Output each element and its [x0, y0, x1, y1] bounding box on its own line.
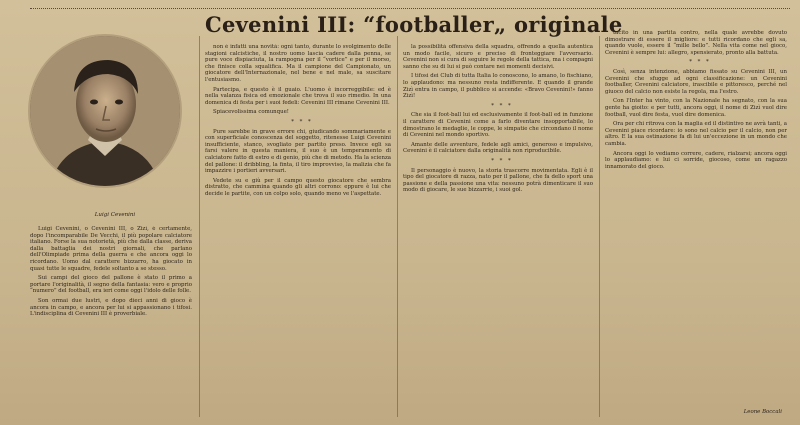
paragraph: Son ormai due lustri, e dopo dieci anni di gioco è ancora in campo, e ancora per lui si appassionano i tifosi. L'indisciplina di Cevenini III è proverbiale.	[30, 297, 192, 318]
section-separator: * * *	[491, 102, 513, 109]
paragraph: Pure sarebbe in grave errore chi, giudicando sommariamente e con superficiale conoscenza del soggetto, ritenesse Luigi Cevenini insufficiente, stanco, svogliato per partito preso. Invece egli sa farsi valere in questa maniera, il suo è un temperamento di calciatore fatto di estro e di genio, più che di metodo. Ha la scienza del pallone: il dribbling, la finta, il tiro improvviso, la malizia che fa impazzire i portieri avversari.	[205, 128, 391, 175]
paragraph: Amante delle avventure, fedele agli amici, generoso e impulsivo, Cevenini è il calciatore dalla originalità non riproducibile.	[403, 141, 593, 155]
paragraph: Che sia il foot-ball lui ed esclusivamente il foot-ball ed in funzione il carattere di Cevenini come a farlo diventare insopportabile, lo dimostrano le medaglie, le coppe, le simpatie che circondano il nome di Cevenini nel mondo sportivo.	[403, 112, 593, 139]
paragraph: la possibilità offensiva della squadra, offrendo a quella autentica un modo facile, sicuro e preciso di fronteggiare l'avversario. Cevenini non si cura di seguire le regole della tattica, ma i compagni sanno che su di lui si può contare nei momenti decisivi.	[403, 44, 593, 70]
paragraph: Ora per chi ritrova con la maglia ed il distintivo ne avrà tanti, a Cevenini piace ricordare: io sono nel calcio per il calcio, non per altro. E la sua ostinazione fa di lui un'eccezione in un mondo che cambia.	[605, 121, 787, 147]
column-divider	[397, 36, 398, 417]
portrait-illustration	[30, 36, 180, 186]
paragraph: Il personaggio è nuovo, la storia trascorre movimentata. Egli è il tipo del giocatore di razza, nato per il pallone, che fa dello sport una passione e della passione una vita: nessuno potrà dimenticare il suo modo di giocare, le sue bizzarrie, i suoi gol.	[403, 167, 593, 194]
paragraph: Luigi Cevenini, o Cevenini III, o Zizì, è certamente, dopo l'incomparabile De Vecchi, il più popolare calciatore italiano. Forse la sua notorietà, più che dalla classe, deriva dalla battaglia dei nostri giornali, che parlano dell'Olimpiade prima della guerra e che ancora oggi lo ricordano. Uomo dal carattere bizzarro, ha giocato in quasi tutte le squadre, fedele soltanto a se stesso.	[30, 226, 192, 272]
paragraph: Con l'Inter ha vinto, con la Nazionale ha segnato, con la sua gente ha gioito: e per tutti, ancora oggi, il nome di Zizì vuol dire football, vuol dire festa, vuol dire domenica.	[605, 98, 787, 118]
article-column-4	[605, 30, 787, 402]
top-rule	[30, 8, 790, 9]
paragraph: non è infatti una novità: ogni tanto, durante lo svolgimento delle stagioni calcistiche, il nostro uomo lascia cadere dalla penna, se pure voce dispiaciuta, la rampogna per il “vortice” e per il morso, che finisce colla squalifica. Ma il campione del Campionato, un giocatore dell'Internazionale, nel bene e nel male, sa suscitare l'entusiasmo.	[205, 44, 391, 83]
column-divider	[599, 36, 600, 417]
paragraph: tacito in una partita contro, nella quale avrebbe dovuto dimostrare di essere il migliore: e tutti ricordano che egli sa, quando vuole, essere il “mille bello”. Nella vita come nel gioco, Cevenini è sempre lui: allegro, spensierato, pronto alla battuta.	[605, 30, 787, 56]
paragraph: Sui campi del gioco del pallone è stato il primo a portare l'originalità, il segno della fantasia: vero e proprio “numero” del football, era ieri come oggi l'idolo delle folle.	[30, 275, 192, 295]
photo-caption: Luigi Cevenini	[94, 212, 136, 218]
section-separator: * * *	[689, 59, 711, 66]
author-signature: Leone Boccali	[743, 409, 782, 415]
paragraph: Partecipa, e questo è il guaio. L'uomo è incorreggibile: ed è nella valanza fisica ed emozionale che trova il suo rimedio. In una domenica di festa per i suoi fedeli: Cevenini III rimane Cevenini III.	[205, 86, 391, 106]
article-column-1	[30, 226, 192, 412]
column-divider	[199, 36, 200, 417]
paragraph: Vedete su e giù per il campo questo giocatore che sembra distratto, che cammina quando gli altri corrono: eppure è lui che decide le partite, con un colpo solo, quando meno ve l'aspettate.	[205, 177, 391, 197]
article-column-3	[403, 44, 593, 414]
article-title: Cevenini III: “footballer„ originale	[205, 12, 623, 37]
section-separator: * * *	[291, 118, 313, 125]
paragraph: I tifosi dei Club di tutta Italia lo conoscono, lo amano, lo fischiano, lo applaudono: ma nessuno resta indifferente. E quando il grande Zizì entra in campo, il pubblico si accende: «Bravo Cevenini!» fanno Zizì!	[403, 73, 593, 100]
paragraph: Così, senza intenzione, abbiamo fissato su Cevenini III, un Cevenini che sfugge ad ogni classificazione: un Cevenini footballer, Cevenini calciatore, irascibile e pittoresco, perché nel giuoco del calcio non esiste la regola, ma l'estro.	[605, 68, 787, 95]
article-column-2	[205, 44, 391, 414]
player-portrait	[30, 36, 180, 186]
section-separator: * * *	[491, 157, 513, 164]
paragraph: Spiacevolissima comunque!	[213, 109, 289, 116]
paragraph: Ancora oggi lo vediamo correre, cadere, rialzarsi; ancora oggi lo applaudiamo: e lui ci sorride, giocoso, come un ragazzo innamorato del gioco.	[605, 150, 787, 170]
